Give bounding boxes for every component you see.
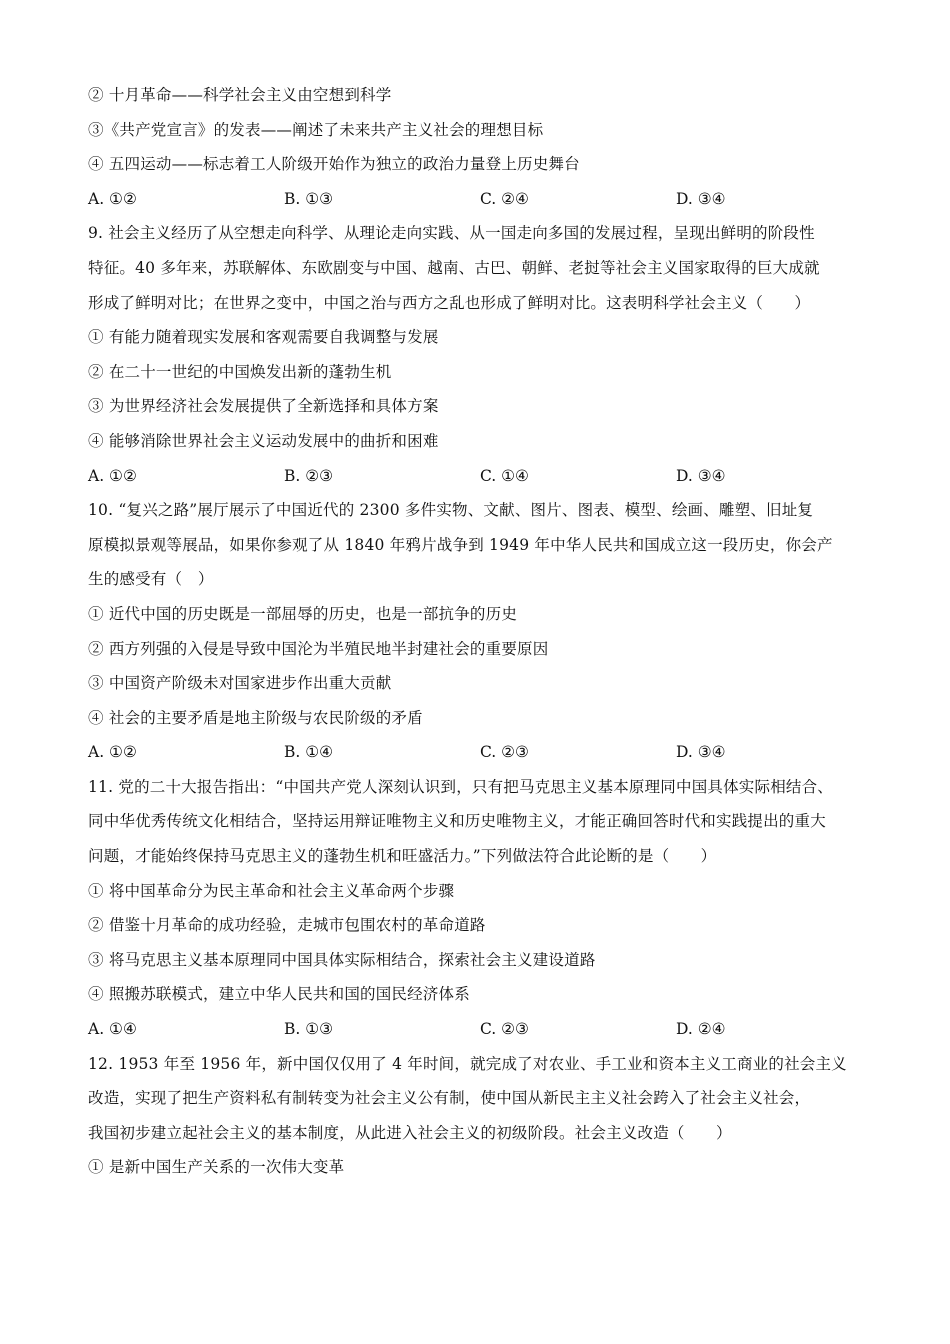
q11-item-1: ① 将中国革命分为民主革命和社会主义革命两个步骤 [88,881,455,900]
q12-stem-line: 12. 1953 年至 1956 年，新中国仅仅用了 4 年时间，就完成了对农业、手工业和资本主义工商业的社会主义 [88,1054,847,1073]
q12-stem-line: 改造，实现了把生产资料私有制转变为社会主义公有制，使中国从新民主主义社会跨入了社会主义社会， [88,1089,811,1108]
q11-option-a: A. ①④ [88,1020,137,1039]
q10-stem-line: 生的感受有（ ） [88,570,214,589]
q9-option-c: C. ①④ [480,466,529,485]
q11-stem-line: 问题，才能始终保持马克思主义的蓬勃生机和旺盛活力。”下列做法符合此论断的是（ ） [88,847,717,866]
q10-item-3: ③ 中国资产阶级未对国家进步作出重大贡献 [88,674,392,693]
q9-item-2: ② 在二十一世纪的中国焕发出新的蓬勃生机 [88,362,392,381]
q9-item-3: ③ 为世界经济社会发展提供了全新选择和具体方案 [88,397,439,416]
q9-item-4: ④ 能够消除世界社会主义运动发展中的曲折和困难 [88,431,439,450]
q10-options [88,735,888,770]
q11-item-4: ④ 照搬苏联模式，建立中华人民共和国的国民经济体系 [88,985,470,1004]
q11-option-d: D. ②④ [676,1020,726,1039]
q10-item-4: ④ 社会的主要矛盾是地主阶级与农民阶级的矛盾 [88,708,423,727]
q9-item-1: ① 有能力随着现实发展和客观需要自我调整与发展 [88,328,439,347]
q8-item-4: ④ 五四运动——标志着工人阶级开始作为独立的政治力量登上历史舞台 [88,155,580,174]
q9-stem-line: 特征。40 多年来，苏联解体、东欧剧变与中国、越南、古巴、朝鲜、老挝等社会主义国家取得的巨大成就 [88,258,820,277]
q9-stem-line: 形成了鲜明对比；在世界之变中，中国之治与西方之乱也形成了鲜明对比。这表明科学社会主义（ ） [88,293,811,312]
q11-option-c: C. ②③ [480,1020,529,1039]
question-8-tail [88,78,888,216]
q11-options [88,1012,888,1047]
q8-option-a: A. ①② [88,189,137,208]
q10-stem-line: 10. “复兴之路”展厅展示了中国近代的 2300 多件实物、文献、图片、图表、模型、绘画、雕塑、旧址复 [88,501,814,520]
question-10 [88,493,888,770]
q9-option-a: A. ①② [88,466,137,485]
q10-item-2: ② 西方列强的入侵是导致中国沦为半殖民地半封建社会的重要原因 [88,639,549,658]
q11-item-2: ② 借鉴十月革命的成功经验，走城市包围农村的革命道路 [88,916,486,935]
q10-stem-line: 原模拟景观等展品，如果你参观了从 1840 年鸦片战争到 1949 年中华人民共和国成立这一段历史，你会产 [88,535,833,554]
q9-options [88,459,888,494]
q12-item-1: ① 是新中国生产关系的一次伟大变革 [88,1158,345,1177]
q11-stem-line: 同中华优秀传统文化相结合，坚持运用辩证唯物主义和历史唯物主义，才能正确回答时代和实践提出的重大 [88,812,826,831]
question-9 [88,216,888,493]
q10-option-a: A. ①② [88,743,137,762]
q8-options [88,182,888,217]
q12-stem-line: 我国初步建立起社会主义的基本制度，从此进入社会主义的初级阶段。社会主义改造（ ） [88,1123,732,1142]
q11-stem-line: 11. 党的二十大报告指出：“中国共产党人深刻认识到，只有把马克思主义基本原理同中国具体实际相结合、 [88,777,834,796]
q8-option-b: B. ①③ [284,189,334,208]
q8-item-3: ③《共产党宣言》的发表——阐述了未来共产主义社会的理想目标 [88,120,544,139]
q9-option-d: D. ③④ [676,466,726,485]
q9-option-b: B. ②③ [284,466,334,485]
q11-item-3: ③ 将马克思主义基本原理同中国具体实际相结合，探索社会主义建设道路 [88,950,596,969]
question-11 [88,770,888,1047]
exam-page [88,78,888,1185]
q10-item-1: ① 近代中国的历史既是一部屈辱的历史，也是一部抗争的历史 [88,604,518,623]
q10-option-c: C. ②③ [480,743,529,762]
q11-option-b: B. ①③ [284,1020,334,1039]
q10-option-b: B. ①④ [284,743,334,762]
q8-option-d: D. ③④ [676,189,726,208]
q8-option-c: C. ②④ [480,189,529,208]
q8-item-2: ② 十月革命——科学社会主义由空想到科学 [88,86,392,104]
question-12 [88,1047,888,1185]
q10-option-d: D. ③④ [676,743,726,762]
q9-stem-line: 9. 社会主义经历了从空想走向科学、从理论走向实践、从一国走向多国的发展过程，呈现出鲜明的阶段性 [88,224,815,243]
